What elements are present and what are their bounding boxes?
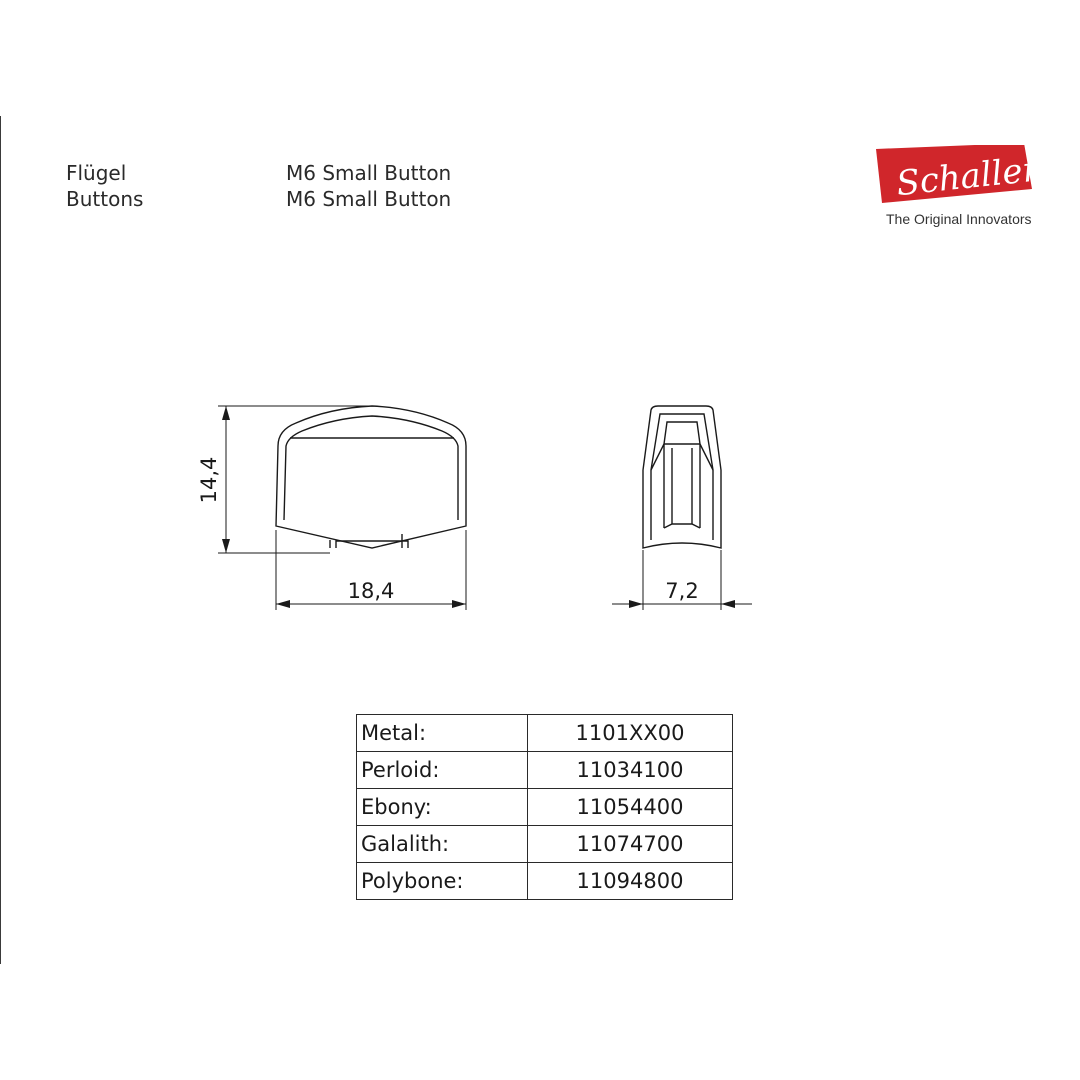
part-code-cell: 1101XX00 [528,715,733,752]
height-arrow-bottom [222,539,230,553]
material-cell: Metal: [357,715,528,752]
table-row [357,826,733,863]
label-buttons: Buttons [66,187,144,211]
table-row [357,715,733,752]
part-code-cell: 11094800 [528,863,733,900]
part-code-cell: 11074700 [528,826,733,863]
height-arrow-top [222,406,230,420]
front-view [276,406,466,548]
depth-dimension-label: 7,2 [665,579,699,603]
logo-tagline: The Original Innovators [886,211,1032,227]
depth-arrow-right [721,600,735,608]
label-fluegel: Flügel [66,161,127,185]
part-code-cell: 11034100 [528,752,733,789]
material-cell: Ebony: [357,789,528,826]
table-row [357,863,733,900]
depth-arrow-left [629,600,643,608]
part-number-table [356,714,733,900]
part-code-cell: 11054400 [528,789,733,826]
width-arrow-left [276,600,290,608]
logo-brand-text: Schaller [894,149,1041,205]
height-dimension-label: 14,4 [197,456,221,504]
table-row [357,789,733,826]
side-view [643,406,721,548]
material-cell: Perloid: [357,752,528,789]
material-cell: Galalith: [357,826,528,863]
table-row [357,752,733,789]
model-name-1: M6 Small Button [286,161,452,185]
width-dimension-label: 18,4 [347,579,395,603]
model-name-2: M6 Small Button [286,187,452,211]
width-arrow-right [452,600,466,608]
material-cell: Polybone: [357,863,528,900]
